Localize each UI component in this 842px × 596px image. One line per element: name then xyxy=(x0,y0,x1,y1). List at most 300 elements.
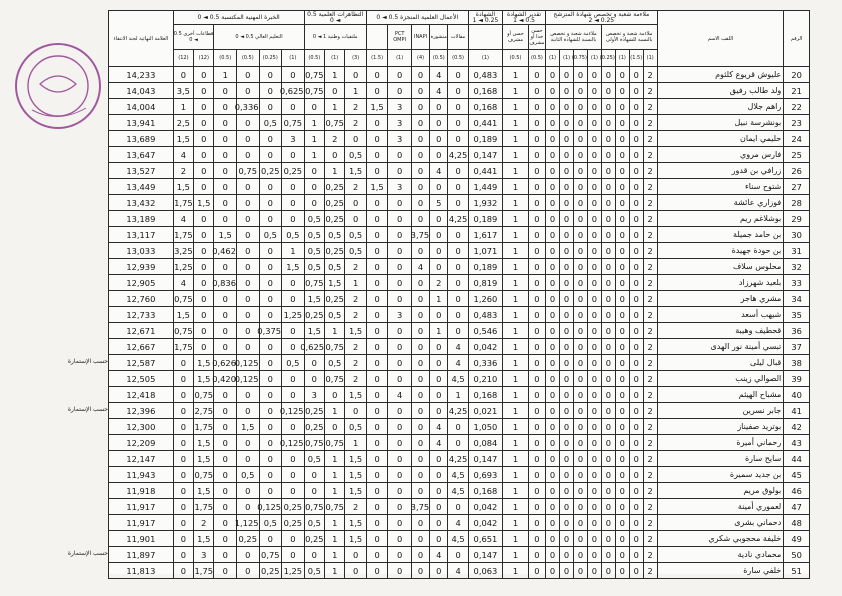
cell-score: 0 xyxy=(411,307,429,323)
cell-score: 0 xyxy=(615,355,629,371)
cell-score: 4,5 xyxy=(448,371,468,387)
cell-score: 0 xyxy=(411,371,429,387)
cell-score: 0 xyxy=(259,67,282,83)
cell-score: 0,5 xyxy=(345,227,366,243)
cell-score: 0 xyxy=(601,531,615,547)
cell-score: 0 xyxy=(411,99,429,115)
cell-score: 0 xyxy=(366,227,387,243)
cell-score: 0 xyxy=(173,451,193,467)
cell-score: 2 xyxy=(643,499,657,515)
cell-rank: 46 xyxy=(784,483,810,499)
cell-name: تبسي أمينة نور الهدى xyxy=(657,339,784,355)
cell-score: 0 xyxy=(601,435,615,451)
cell-score: 3 xyxy=(194,547,214,563)
cell-score: 0 xyxy=(574,323,588,339)
cell-name: بلعيد شهرزاد xyxy=(657,275,784,291)
cell-score: 0 xyxy=(194,275,214,291)
cell-score: 4 xyxy=(448,355,468,371)
cell-score: 0 xyxy=(282,483,305,499)
cell-score: 0 xyxy=(173,563,193,579)
cell-score: 1 xyxy=(503,451,529,467)
cell-score: 0 xyxy=(304,195,324,211)
cell-score: 0 xyxy=(560,115,574,131)
table-row xyxy=(109,499,810,515)
table-row xyxy=(109,131,810,147)
cell-score: 1 xyxy=(503,515,529,531)
cell-score: 0 xyxy=(214,339,237,355)
cell-score: 2 xyxy=(643,243,657,259)
header-grade-mention: حسن جدا أو مشرف xyxy=(528,25,545,50)
header-works-articles: مقالات xyxy=(448,25,468,50)
cell-score: 0 xyxy=(173,419,193,435)
cell-score: 0 xyxy=(448,419,468,435)
cell-score: 0 xyxy=(366,243,387,259)
cell-score: 0 xyxy=(388,499,412,515)
cell-score: 0 xyxy=(411,387,429,403)
cell-score: 2 xyxy=(194,515,214,531)
cell-score: 1,25 xyxy=(173,259,193,275)
cell-score: 0,5 xyxy=(345,419,366,435)
cell-score: 0 xyxy=(587,243,601,259)
cell-score: 0 xyxy=(448,227,468,243)
cell-score: 0 xyxy=(574,195,588,211)
cell-score: 0 xyxy=(629,563,643,579)
cell-score: 0 xyxy=(574,499,588,515)
cell-score: 0 xyxy=(601,515,615,531)
cell-score: 0 xyxy=(388,275,412,291)
cell-score: 0 xyxy=(194,211,214,227)
cell-score: 0 xyxy=(546,499,560,515)
cell-score: 0 xyxy=(560,435,574,451)
cell-score: 2 xyxy=(643,227,657,243)
cell-total: 11,917 xyxy=(109,515,174,531)
cell-score: 0 xyxy=(259,243,282,259)
cell-score: 0 xyxy=(366,499,387,515)
cell-score: 0 xyxy=(194,323,214,339)
cell-score: 0 xyxy=(615,163,629,179)
cell-score: 0 xyxy=(601,323,615,339)
cell-score: 1,75 xyxy=(173,227,193,243)
cell-score: 0 xyxy=(214,99,237,115)
cell-score: 0,819 xyxy=(468,275,502,291)
cell-score: 0 xyxy=(615,563,629,579)
cell-score: 0 xyxy=(430,387,448,403)
header-unit: (1.5) xyxy=(629,50,643,67)
cell-score: 0,147 xyxy=(468,547,502,563)
header-name: اللقب الاسم xyxy=(657,11,784,67)
cell-score: 1,5 xyxy=(345,467,366,483)
cell-score: 0,189 xyxy=(468,131,502,147)
cell-score: 0,189 xyxy=(468,259,502,275)
cell-score: 1 xyxy=(430,291,448,307)
cell-score: 0 xyxy=(528,227,545,243)
cell-score: 0,546 xyxy=(468,323,502,339)
cell-score: 1 xyxy=(503,195,529,211)
cell-total: 12,760 xyxy=(109,291,174,307)
cell-score: 1 xyxy=(503,99,529,115)
cell-score: 2 xyxy=(643,419,657,435)
cell-score: 0 xyxy=(587,147,601,163)
cell-score: 4 xyxy=(430,67,448,83)
cell-score: 0 xyxy=(615,435,629,451)
cell-score: 0 xyxy=(194,339,214,355)
cell-name: شيهب أسعد xyxy=(657,307,784,323)
cell-score: 1 xyxy=(282,243,305,259)
cell-score: 0 xyxy=(430,467,448,483)
table-row xyxy=(109,83,810,99)
cell-score: 0 xyxy=(194,291,214,307)
cell-score: 2 xyxy=(643,483,657,499)
cell-score: 0 xyxy=(560,67,574,83)
cell-score: 0 xyxy=(629,307,643,323)
cell-score: 0 xyxy=(546,291,560,307)
cell-rank: 22 xyxy=(784,99,810,115)
cell-score: 0 xyxy=(629,323,643,339)
cell-score: 0,5 xyxy=(325,227,345,243)
cell-score: 0 xyxy=(430,147,448,163)
cell-score: 0 xyxy=(587,307,601,323)
cell-score: 0 xyxy=(411,355,429,371)
cell-score: 0 xyxy=(587,387,601,403)
cell-score: 0 xyxy=(601,355,615,371)
cell-total: 11,918 xyxy=(109,483,174,499)
cell-score: 0 xyxy=(615,531,629,547)
cell-score: 0 xyxy=(560,211,574,227)
cell-score: 0,483 xyxy=(468,307,502,323)
header-rel-second: ملاءمة شعبة و تخصص بالنسبة للشهادة الثانية xyxy=(546,25,602,50)
cell-score: 0 xyxy=(411,515,429,531)
header-unit: (1) xyxy=(282,50,305,67)
cell-score: 0 xyxy=(601,195,615,211)
cell-score: 0 xyxy=(366,419,387,435)
cell-score: 0 xyxy=(574,403,588,419)
cell-score: 0 xyxy=(615,323,629,339)
cell-score: 0 xyxy=(282,387,305,403)
cell-score: 1 xyxy=(503,211,529,227)
cell-score: 0 xyxy=(214,147,237,163)
cell-score: 0 xyxy=(214,515,237,531)
cell-rank: 20 xyxy=(784,67,810,83)
cell-score: 3,75 xyxy=(411,499,429,515)
cell-total: 11,943 xyxy=(109,467,174,483)
cell-score: 0 xyxy=(388,467,412,483)
cell-score: 1 xyxy=(503,355,529,371)
cell-score: 1 xyxy=(503,419,529,435)
cell-score: 0 xyxy=(601,467,615,483)
cell-score: 0 xyxy=(587,371,601,387)
cell-score: 0 xyxy=(411,83,429,99)
header-exp-other: قطاعات أخرى 0.5 ◄ 0 xyxy=(173,25,214,50)
cell-total: 13,033 xyxy=(109,243,174,259)
cell-score: 0 xyxy=(325,147,345,163)
cell-score: 1 xyxy=(325,99,345,115)
cell-score: 0 xyxy=(560,483,574,499)
cell-score: 0 xyxy=(388,323,412,339)
cell-score: 1 xyxy=(325,531,345,547)
cell-score: 0 xyxy=(411,115,429,131)
cell-score: 0 xyxy=(411,419,429,435)
cell-score: 0,168 xyxy=(468,387,502,403)
cell-score: 0 xyxy=(629,131,643,147)
cell-score: 0 xyxy=(574,179,588,195)
cell-score: 0 xyxy=(259,147,282,163)
cell-score: 0 xyxy=(259,467,282,483)
cell-name: ولد طالب رفيق xyxy=(657,83,784,99)
cell-score: 0 xyxy=(615,99,629,115)
cell-score: 0,75 xyxy=(304,435,324,451)
cell-score: 0 xyxy=(237,483,260,499)
cell-score: 1,071 xyxy=(468,243,502,259)
cell-score: 0 xyxy=(388,547,412,563)
cell-score: 0,5 xyxy=(304,563,324,579)
cell-score: 0 xyxy=(194,83,214,99)
cell-score: 0 xyxy=(237,195,260,211)
row-note: حسب الإستمارة xyxy=(67,550,108,557)
cell-score: 0 xyxy=(629,467,643,483)
cell-score: 0 xyxy=(430,211,448,227)
cell-score: 0 xyxy=(448,163,468,179)
header-unit: (12) xyxy=(194,50,214,67)
cell-score: 0 xyxy=(237,115,260,131)
cell-score: 0,125 xyxy=(259,499,282,515)
cell-score: 0 xyxy=(574,451,588,467)
cell-total: 13,432 xyxy=(109,195,174,211)
cell-score: 0 xyxy=(237,259,260,275)
cell-score: 0,75 xyxy=(282,115,305,131)
cell-score: 0 xyxy=(615,403,629,419)
cell-name: بوشلاغم ريم xyxy=(657,211,784,227)
cell-score: 0 xyxy=(304,179,324,195)
cell-score: 0,25 xyxy=(237,531,260,547)
cell-score: 0 xyxy=(388,355,412,371)
cell-score: 1 xyxy=(503,67,529,83)
cell-score: 0 xyxy=(237,563,260,579)
cell-rank: 28 xyxy=(784,195,810,211)
cell-rank: 26 xyxy=(784,163,810,179)
cell-score: 0 xyxy=(282,531,305,547)
cell-score: 0 xyxy=(587,211,601,227)
cell-score: 0 xyxy=(366,67,387,83)
cell-score: 0,5 xyxy=(259,515,282,531)
table-row xyxy=(109,419,810,435)
cell-score: 2 xyxy=(345,259,366,275)
cell-score: 0 xyxy=(325,419,345,435)
cell-total: 13,449 xyxy=(109,179,174,195)
cell-score: 1 xyxy=(304,147,324,163)
cell-score: 0 xyxy=(560,195,574,211)
cell-score: 0 xyxy=(528,163,545,179)
cell-score: 0 xyxy=(237,227,260,243)
cell-score: 4,25 xyxy=(448,403,468,419)
cell-score: 0 xyxy=(366,83,387,99)
cell-score: 0 xyxy=(214,387,237,403)
cell-score: 0 xyxy=(601,291,615,307)
cell-score: 0 xyxy=(366,211,387,227)
cell-score: 0 xyxy=(546,403,560,419)
cell-score: 2 xyxy=(643,563,657,579)
cell-score: 0 xyxy=(587,115,601,131)
cell-score: 0,042 xyxy=(468,515,502,531)
cell-score: 0 xyxy=(194,179,214,195)
header-unit: (0.25) xyxy=(259,50,282,67)
cell-total: 12,418 xyxy=(109,387,174,403)
cell-score: 0 xyxy=(366,563,387,579)
cell-score: 1,449 xyxy=(468,179,502,195)
cell-score: 0 xyxy=(560,243,574,259)
cell-score: 0,75 xyxy=(173,291,193,307)
table-row xyxy=(109,179,810,195)
cell-score: 1 xyxy=(503,227,529,243)
cell-total: 11,917 xyxy=(109,499,174,515)
cell-score: 0 xyxy=(366,435,387,451)
cell-score: 0 xyxy=(214,131,237,147)
cell-score: 0 xyxy=(237,67,260,83)
cell-total: 11,813 xyxy=(109,563,174,579)
cell-score: 0 xyxy=(388,451,412,467)
cell-score: 0 xyxy=(259,83,282,99)
cell-score: 0 xyxy=(237,179,260,195)
cell-score: 0 xyxy=(601,179,615,195)
cell-score: 0 xyxy=(366,115,387,131)
cell-rank: 45 xyxy=(784,467,810,483)
cell-score: 0 xyxy=(325,83,345,99)
cell-score: 0 xyxy=(587,419,601,435)
cell-score: 4,25 xyxy=(448,211,468,227)
cell-score: 0 xyxy=(194,243,214,259)
cell-score: 0 xyxy=(325,387,345,403)
cell-score: 1,932 xyxy=(468,195,502,211)
cell-score: 0 xyxy=(214,83,237,99)
cell-score: 0,5 xyxy=(325,307,345,323)
cell-score: 0,25 xyxy=(304,531,324,547)
cell-score: 1,75 xyxy=(173,339,193,355)
cell-score: 0 xyxy=(574,99,588,115)
cell-score: 0 xyxy=(587,163,601,179)
cell-score: 1,5 xyxy=(366,99,387,115)
cell-score: 0 xyxy=(629,339,643,355)
cell-score: 0,651 xyxy=(468,531,502,547)
cell-score: 0 xyxy=(259,531,282,547)
cell-score: 2 xyxy=(345,99,366,115)
table-row xyxy=(109,339,810,355)
cell-score: 2 xyxy=(643,99,657,115)
cell-score: 0 xyxy=(560,547,574,563)
cell-score: 0 xyxy=(237,275,260,291)
cell-score: 0 xyxy=(259,275,282,291)
header-experience: الخبرة المهنية المكتسبة 0.5 ◄ 0 xyxy=(173,11,304,25)
cell-score: 0 xyxy=(601,307,615,323)
cell-score: 0 xyxy=(259,355,282,371)
cell-score: 0 xyxy=(560,419,574,435)
cell-score: 0,25 xyxy=(259,563,282,579)
cell-score: 3 xyxy=(388,115,412,131)
cell-name: مشري هاجر xyxy=(657,291,784,307)
cell-score: 0 xyxy=(528,419,545,435)
cell-score: 1,5 xyxy=(173,131,193,147)
cell-score: 1,5 xyxy=(194,195,214,211)
cell-score: 2 xyxy=(345,339,366,355)
scores-table xyxy=(108,10,810,579)
cell-score: 0 xyxy=(448,131,468,147)
cell-score: 0 xyxy=(528,307,545,323)
table-row xyxy=(109,227,810,243)
cell-score: 0 xyxy=(237,211,260,227)
cell-score: 0 xyxy=(259,99,282,115)
cell-total: 14,043 xyxy=(109,83,174,99)
cell-score: 0 xyxy=(448,99,468,115)
cell-score: 0,5 xyxy=(282,227,305,243)
cell-score: 0 xyxy=(560,515,574,531)
cell-score: 0 xyxy=(528,371,545,387)
cell-score: 0 xyxy=(601,83,615,99)
cell-name: شتوح سناء xyxy=(657,179,784,195)
cell-score: 0 xyxy=(388,67,412,83)
cell-score: 2 xyxy=(643,67,657,83)
header-unit: (1) xyxy=(325,50,345,67)
cell-score: 0 xyxy=(259,259,282,275)
table-row xyxy=(109,259,810,275)
header-works-patent: PCT OMPI xyxy=(388,25,412,50)
cell-score: 0 xyxy=(173,371,193,387)
cell-score: 2 xyxy=(345,115,366,131)
cell-score: 2 xyxy=(345,355,366,371)
cell-score: 2 xyxy=(430,275,448,291)
cell-score: 1 xyxy=(325,323,345,339)
cell-score: 0 xyxy=(574,563,588,579)
cell-score: 1,050 xyxy=(468,419,502,435)
cell-total: 13,117 xyxy=(109,227,174,243)
cell-score: 0 xyxy=(282,67,305,83)
header-unit: (0.5) xyxy=(214,50,237,67)
cell-score: 0,75 xyxy=(325,435,345,451)
cell-score: 0 xyxy=(237,451,260,467)
cell-score: 0 xyxy=(214,483,237,499)
cell-score: 0,5 xyxy=(325,355,345,371)
cell-name: الصوالي زينب xyxy=(657,371,784,387)
cell-score: 0 xyxy=(259,387,282,403)
cell-score: 0 xyxy=(587,83,601,99)
cell-score: 0 xyxy=(214,323,237,339)
cell-score: 1 xyxy=(503,115,529,131)
cell-score: 1 xyxy=(503,83,529,99)
cell-score: 0,5 xyxy=(304,243,324,259)
cell-name: بونشرسة نبيل xyxy=(657,115,784,131)
cell-score: 3 xyxy=(388,131,412,147)
cell-score: 0 xyxy=(615,115,629,131)
header-degree-rate: الشهادة 0.25 ◄ 1 xyxy=(468,11,502,25)
cell-score: 0 xyxy=(430,483,448,499)
header-unit: (1) xyxy=(615,50,629,67)
cell-score: 0 xyxy=(587,259,601,275)
cell-score: 4,25 xyxy=(448,147,468,163)
cell-name: خليفة محجوبي شكري xyxy=(657,531,784,547)
cell-score: 0 xyxy=(574,227,588,243)
cell-total: 13,689 xyxy=(109,131,174,147)
cell-score: 1 xyxy=(503,243,529,259)
cell-score: 2 xyxy=(345,179,366,195)
cell-score: 2 xyxy=(643,467,657,483)
header-events-national: ملتقيات وطنية 1 ◄ 0 xyxy=(304,25,366,50)
cell-name: رحماني أميرة xyxy=(657,435,784,451)
cell-score: 1,75 xyxy=(194,499,214,515)
cell-score: 0 xyxy=(560,83,574,99)
cell-score: 1,75 xyxy=(194,563,214,579)
cell-score: 0 xyxy=(615,483,629,499)
cell-name: بولوق مريم xyxy=(657,483,784,499)
cell-score: 0 xyxy=(587,131,601,147)
cell-score: 0 xyxy=(587,467,601,483)
cell-score: 0 xyxy=(601,499,615,515)
